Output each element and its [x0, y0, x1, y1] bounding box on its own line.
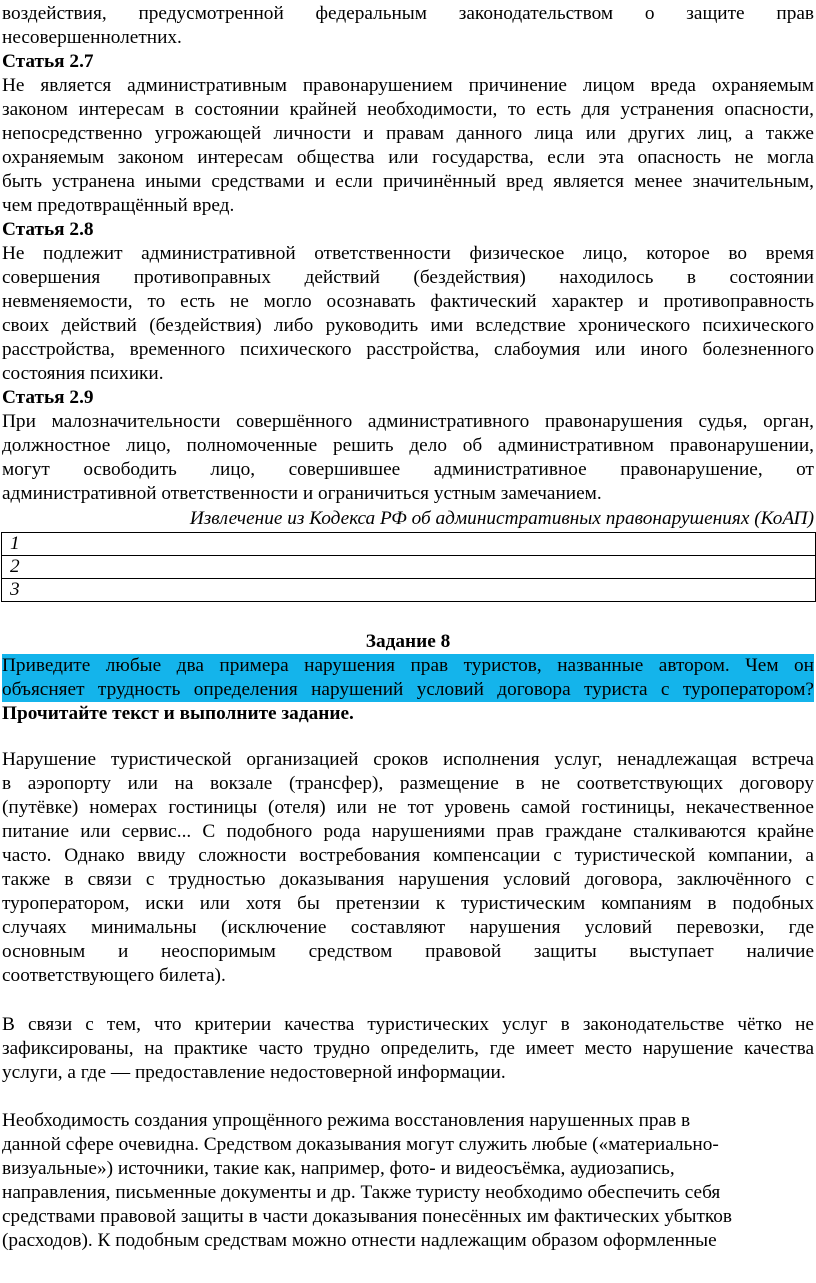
source-citation: Извлечение из Кодекса РФ об административных правонарушениях (КоАП): [189, 508, 814, 529]
text-line: совершения противоправных действий (бездействия) находилось в состоянии: [2, 267, 814, 288]
text-line: направления, письменные документы и др. Также туристу необходимо обеспечить себя: [2, 1182, 721, 1203]
text-line: Необходимость создания упрощённого режима восстановления нарушенных прав в: [2, 1110, 691, 1131]
text-line: несовершеннолетних.: [2, 27, 182, 48]
text-line: питание или сервис... С подобного рода нарушениями прав граждане сталкиваются крайне: [2, 821, 814, 842]
article-heading: Статья 2.9: [2, 387, 94, 408]
text-line: туроператором, иски или хотя бы претензии к туристическим компаниям в подобных: [2, 893, 814, 914]
text-line: Нарушение туристической организацией сроков исполнения услуг, ненадлежащая встреча: [2, 749, 814, 770]
highlighted-text: объясняет трудность определения нарушений условий договора туриста с туроператором?: [2, 679, 814, 700]
text-line: случаях минимальны (исключение составляют нарушения условий перевозки, где: [2, 917, 814, 938]
text-line: должностное лицо, полномоченные решить дело об административном правонарушении,: [2, 435, 814, 456]
text-line: (расходов). К подобным средствам можно отнести надлежащим образом оформленные: [2, 1230, 717, 1251]
text-line: чем предотвращённый вред.: [2, 195, 235, 216]
text-line: быть устранена иными средствами и если причинённый вред является менее значительным,: [2, 171, 814, 192]
text-line: расстройства, временного психического расстройства, слабоумия или иного болезненного: [2, 339, 814, 360]
answer-cell[interactable]: 2: [2, 556, 816, 579]
table-row: [2, 579, 816, 602]
text-line: При малозначительности совершённого административного правонарушения судья, орган,: [2, 411, 814, 432]
text-line: законом интересам в состоянии крайней необходимости, то есть для устранения опасности,: [2, 99, 814, 120]
table-row: [2, 556, 816, 579]
text-line: состояния психики.: [2, 363, 164, 384]
task-question-line: [2, 678, 814, 702]
text-line: (путёвке) номерах гостиницы (отеля) или не тот уровень самой гостиницы, некачественное: [2, 797, 814, 818]
answer-table: [1, 532, 816, 602]
text-line: охраняемым законом интересам общества или государства, если эта опасность не могла: [2, 147, 814, 168]
text-line: Не подлежит административной ответственности физическое лицо, которое во время: [2, 243, 814, 264]
text-line: также в связи с трудностью доказывания нарушения условий договора, заключённого с: [2, 869, 814, 890]
task-instruction: Прочитайте текст и выполните задание.: [2, 703, 354, 724]
text-line: невменяемости, то есть не могло осознавать фактический характер и противоправность: [2, 291, 814, 312]
text-line: непосредственно угрожающей личности и правам данного лица или других лиц, а также: [2, 123, 814, 144]
text-line: основным и неоспоримым средством правовой защиты выступает наличие: [2, 941, 814, 962]
text-line: данной сфере очевидна. Средством доказывания могут служить любые («материально-: [2, 1134, 719, 1155]
text-line: воздействия, предусмотренной федеральным законодательством о защите прав: [2, 3, 814, 24]
task-question-line: [2, 654, 814, 678]
text-line: услуги, а где — предоставление недостоверной информации.: [2, 1062, 506, 1083]
article-heading: Статья 2.8: [2, 219, 94, 240]
text-line: административной ответственности и ограничиться устным замечанием.: [2, 483, 602, 504]
highlighted-text: Приведите любые два примера нарушения прав туристов, названные автором. Чем он: [2, 655, 814, 676]
text-line: Не является административным правонарушением причинение лицом вреда охраняемым: [2, 75, 814, 96]
text-line: часто. Однако ввиду сложности востребования компенсации с туристической компании, а: [2, 845, 814, 866]
answer-cell[interactable]: 3: [2, 579, 816, 602]
text-line: могут освободить лицо, совершившее административное правонарушение, от: [2, 459, 814, 480]
task-title: Задание 8: [365, 631, 451, 652]
article-heading: Статья 2.7: [2, 51, 94, 72]
text-line: В связи с тем, что критерии качества туристических услуг в законодательстве чётко не: [2, 1014, 814, 1035]
answer-cell[interactable]: 1: [2, 533, 816, 556]
table-row: [2, 533, 816, 556]
text-line: соответствующего билета).: [2, 965, 226, 986]
text-line: визуальные») источники, такие как, например, фото- и видеосъёмка, аудиозапись,: [2, 1158, 675, 1179]
text-line: своих действий (бездействия) либо руководить ими вследствие хронического психического: [2, 315, 814, 336]
text-line: в аэропорту или на вокзале (трансфер), размещение в не соответствующих договору: [2, 773, 814, 794]
text-line: зафиксированы, на практике часто трудно определить, где имеет место нарушение качества: [2, 1038, 814, 1059]
text-line: средствами правовой защиты в части доказывания понесённых им фактических убытков: [2, 1206, 733, 1227]
